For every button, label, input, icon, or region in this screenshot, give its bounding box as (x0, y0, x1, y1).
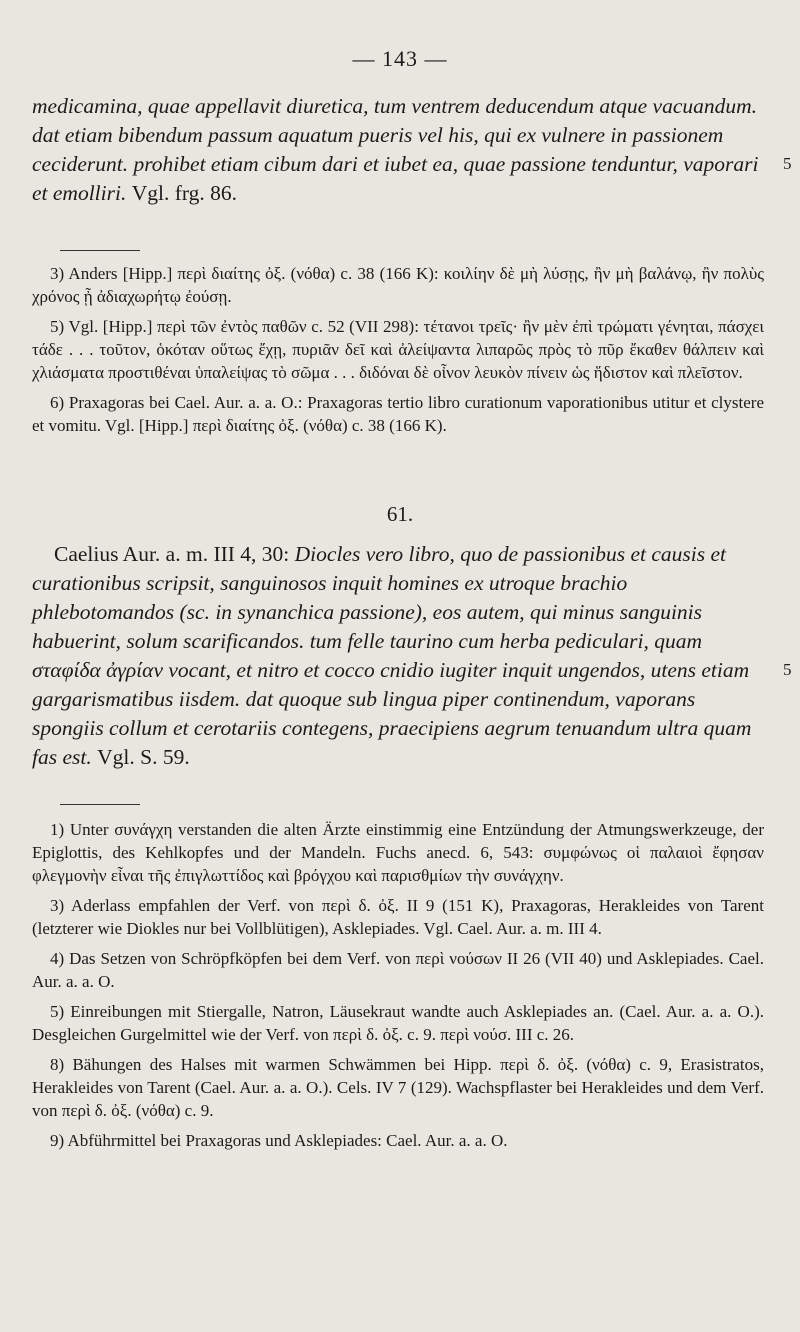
footnote-3-top: 3) Anders [Hipp.] περὶ διαίτης ὀξ. (νόθα) c. 38 (166 K): κοιλίην δὲ μὴ λύσῃς, ἢν μὴ βαλάνῳ, ἢν πολὺς χρόνος ᾖ ἀδιαχωρήτῳ ἐούσῃ. (32, 264, 764, 306)
footnote-4: 4) Das Setzen von Schröpfköpfen bei dem Verf. von περὶ νούσων II 26 (VII 40) und Asklepiades. Cael. Aur. a. a. O. (32, 949, 764, 991)
footnote-1: 1) Unter συνάγχη verstanden die alten Ärzte einstimmig eine Entzündung der Atmungswerkzeuge, der Epiglottis, des Kehlkopfes und der Mandeln. Fuchs anecd. 6, 543: συμφώνως οἱ παλαιοὶ ἔφησαν φλεγμονὴν εἶναι τῆς ἐπιγλωττίδος καὶ βρόγχου καὶ παρισθμίων τὴν συνάγχην. (32, 820, 764, 885)
footnotes-bottom (32, 818, 764, 1159)
footnote-rule-top (60, 250, 140, 251)
main-paragraph (32, 540, 764, 772)
footnote-3: 3) Aderlass empfahlen der Verf. von περὶ δ. ὀξ. II 9 (151 K), Praxagoras, Herakleides von Tarent (letzterer wie Diokles nur bei Vollblütigen), Asklepiades. Vgl. Cael. Aur. a. m. III 4. (32, 896, 764, 938)
main-source: Caelius Aur. a. m. III 4, 30: (54, 542, 290, 566)
footnote-5-top: 5) Vgl. [Hipp.] περὶ τῶν ἐντὸς παθῶν c. 52 (VII 298): τέτανοι τρεῖς· ἢν μὲν ἐπὶ τρώματι γένηται, πάσχει τάδε . . . τοῦτον, ὁκόταν οὕτως ἔχῃ, πυριᾶν δεῖ καὶ ἀλείψαντα λιπαρῶς πρὸς τὸ πῦρ ἔκαθεν θάλπειν καὶ χλιάσματα προστιθέναι ὑπαλείψας τὸ σῶμα . . . διδόναι δὲ οἶνον λευκὸν πίνειν ὡς ἥδιστον καὶ πλεῖστον. (32, 317, 764, 382)
section-number: 61. (386, 502, 414, 526)
footnotes-top (32, 262, 764, 444)
footnote-8: 8) Bähungen des Halses mit warmen Schwämmen bei Hipp. περὶ δ. ὀξ. (νόθα) c. 9, Erasistratos, Herakleides von Tarent (Cael. Aur. a. a. O.). Cels. IV 7 (129). Wachspflaster bei Herakleides und dem Verf. von περὶ δ. ὀξ. (νόθα) c. 9. (32, 1055, 764, 1120)
main-paragraph-text: Diocles vero libro, quo de passionibus et causis et curationibus scripsit, sanguinosos inquit homines ex utroque brachio phlebotomandos (sc. in synanchica passione), eos autem, qui minus sanguinis habuerint, solum scarificandos. tum felle taurino cum herba pediculari, quam σταφίδα ἀγρίαν vocant, et nitro et cocco cnidio iugiter inquit ungendos, utens etiam gargarismatibus iisdem. dat quoque sub lingua piper continendum, vaporans spongiis collum et cerotariis contegens, praecipiens aegrum tenuandum ultra quam fas est. (32, 542, 752, 769)
top-paragraph-reference: Vgl. frg. 86. (131, 181, 238, 205)
top-paragraph (32, 92, 764, 208)
line-marker-top: 5 (783, 154, 792, 173)
footnote-5: 5) Einreibungen mit Stiergalle, Natron, Läusekraut wandte auch Asklepiades an. (Cael. Aur. a. a. O.). Desgleichen Gurgelmittel wie der Verf. von περὶ δ. ὀξ. c. 9. περὶ νούσ. III c. 26. (32, 1002, 764, 1044)
footnote-rule-bottom (60, 804, 140, 805)
footnote-9: 9) Abführmittel bei Praxagoras und Asklepiades: Cael. Aur. a. a. O. (50, 1131, 508, 1150)
page-number: — 143 — (352, 46, 448, 71)
top-paragraph-text: medicamina, quae appellavit diuretica, tum ventrem deducendum atque vacuandum. dat etiam bibendum passum aquatum pueris vel his, qui ex vulnere in passionem ceciderunt. prohibet etiam cibum dari et iubet ea, quae passione tenduntur, vaporari et emolliri. (32, 94, 759, 205)
line-marker-main: 5 (783, 660, 792, 679)
footnote-6-top: 6) Praxagoras bei Cael. Aur. a. a. O.: Praxagoras tertio libro curationum vaporationibus utitur et clystere et vomitu. Vgl. [Hipp.] περὶ διαίτης ὀξ. (νόθα) c. 38 (166 K). (32, 393, 764, 435)
main-reference: Vgl. S. 59. (97, 745, 190, 769)
